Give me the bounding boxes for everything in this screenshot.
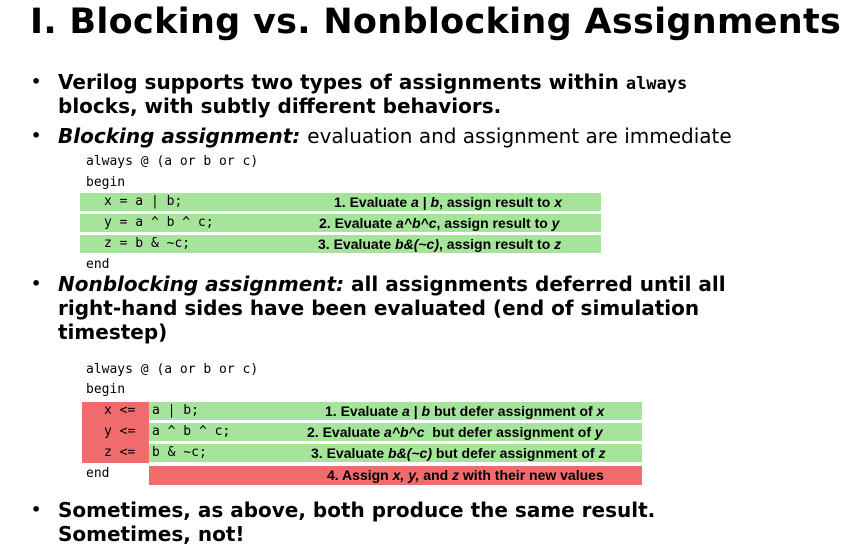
blocking-code-begin: begin [86, 175, 126, 190]
nonblocking-lhs-y: y <= [104, 424, 136, 439]
blocking-note-1: 1. Evaluate a | b, assign result to x [334, 194, 563, 210]
slide-title: I. Blocking vs. Nonblocking Assignments [30, 2, 841, 42]
blocking-stmt-y: y = a ^ b ^ c; [104, 215, 214, 230]
bullet-dot: • [31, 274, 42, 293]
bullet-1-code: always [625, 74, 688, 94]
bullet-2-term: Blocking assignment: [58, 124, 301, 148]
nonblocking-note-3: 3. Evaluate b&(~c) but defer assignment of z [311, 445, 606, 461]
nonblocking-code-begin: begin [86, 382, 126, 397]
blocking-stmt-z: z = b & ~c; [104, 236, 191, 251]
bullet-3-line-1 [58, 272, 726, 296]
blocking-code-end: end [86, 257, 110, 272]
bullet-4-line-2: Sometimes, not! [58, 522, 245, 546]
nonblocking-code-header: always @ (a or b or c) [86, 362, 259, 377]
bullet-1-line-1 [58, 70, 687, 96]
nonblocking-rhs-y: a ^ b ^ c; [152, 424, 231, 439]
nonblocking-rhs-x: a | b; [152, 403, 199, 418]
nonblocking-note-4: 4. Assign x, y, and z with their new values [327, 467, 604, 483]
bullet-3-line-3: timestep) [58, 320, 168, 344]
bullet-3-term: Nonblocking assignment: [58, 272, 345, 296]
blocking-code-header: always @ (a or b or c) [86, 154, 259, 169]
bullet-1-text: Verilog supports two types of assignments within [58, 70, 619, 94]
bullet-dot: • [31, 500, 42, 519]
bullet-2-text: evaluation and assignment are immediate [307, 124, 732, 148]
nonblocking-rhs-z: b & ~c; [152, 445, 207, 460]
bullet-dot: • [31, 72, 42, 91]
nonblocking-lhs-x: x <= [104, 403, 136, 418]
nonblocking-lhs-z: z <= [104, 445, 136, 460]
nonblocking-code-end: end [86, 466, 110, 481]
blocking-note-3: 3. Evaluate b&(~c), assign result to z [318, 236, 562, 252]
blocking-note-2: 2. Evaluate a^b^c, assign result to y [319, 215, 560, 231]
bullet-dot: • [31, 126, 42, 145]
nonblocking-note-1: 1. Evaluate a | b but defer assignment of x [325, 403, 605, 419]
bullet-2-line [58, 124, 732, 148]
bullet-3-line-2: right-hand sides have been evaluated (end of simulation [58, 296, 700, 320]
bullet-3-text: all assignments deferred until all [351, 272, 726, 296]
bullet-1-line-2: blocks, with subtly different behaviors. [58, 94, 502, 118]
nonblocking-note-2: 2. Evaluate a^b^c but defer assignment of y [307, 424, 603, 440]
bullet-4-line-1: Sometimes, as above, both produce the same result. [58, 498, 656, 522]
blocking-stmt-x: x = a | b; [104, 194, 183, 209]
